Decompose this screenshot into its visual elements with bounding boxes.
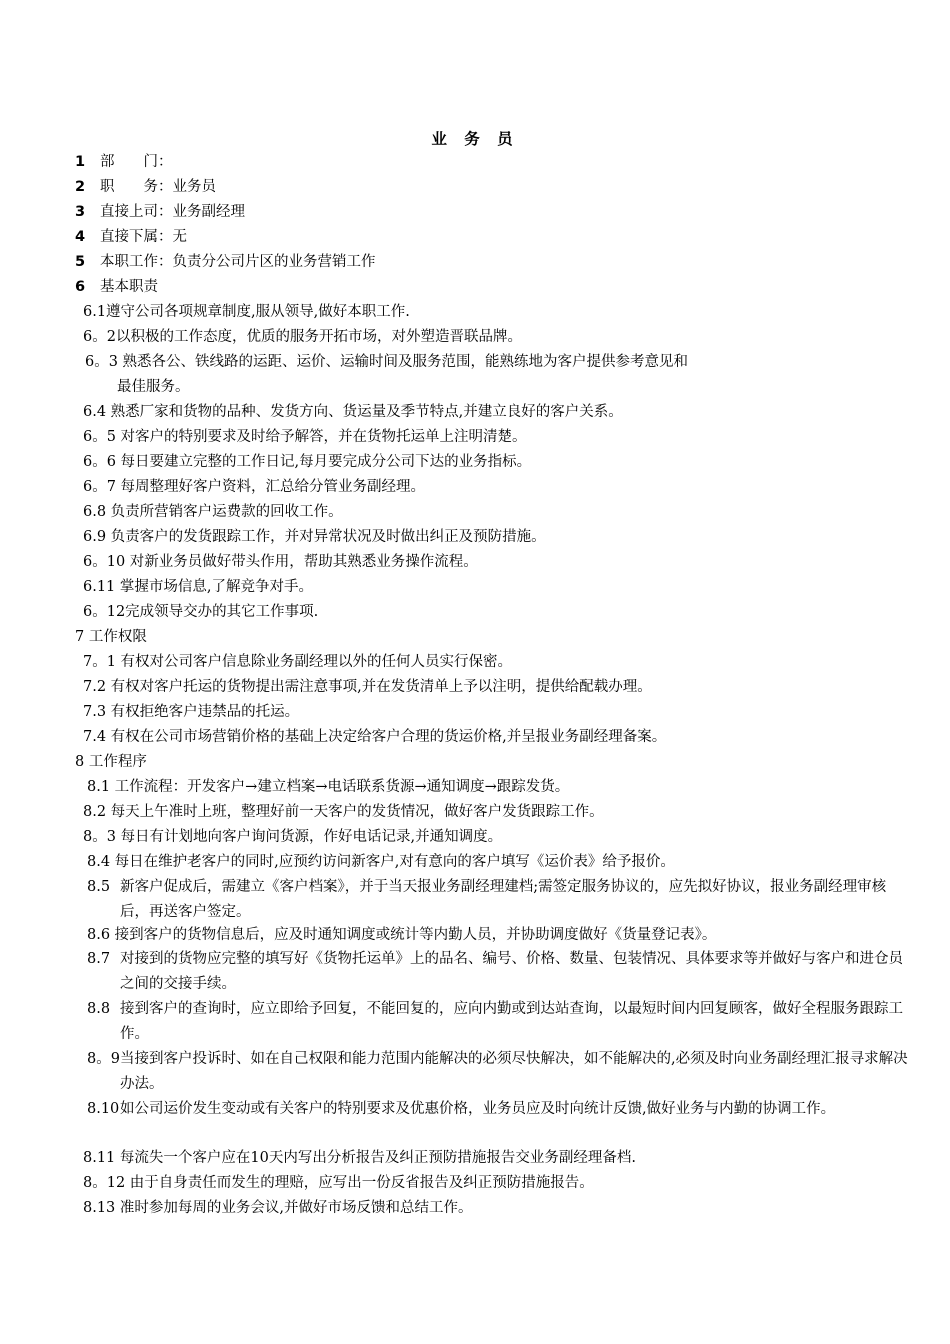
section-procedure-heading: 8 工作程序 (75, 754, 147, 770)
procedure-label: 8.6 (87, 927, 111, 943)
duty-item: 6。7 每周整理好客户资料，汇总给分管业务副经理。 (83, 479, 426, 495)
procedure-item (83, 802, 604, 822)
field-text: 直接下属：无 (100, 229, 187, 245)
item-number: 4 (75, 229, 86, 245)
field-text: 直接上司：业务副经理 (100, 204, 245, 220)
duty-item: 6。10 对新业务员做好带头作用，帮助其熟悉业务操作流程。 (83, 554, 478, 570)
procedure-item (87, 1047, 917, 1097)
procedure-label: 8.7 (87, 951, 111, 967)
procedure-text: 对接到的货物应完整的填写好《货物托运单》上的品名、编号、价格、数量、包装情况、具体要求等并做好与客户和进仓员之间的交接手续。 (120, 951, 903, 992)
procedure-text: 准时参加每周的业务会议,并做好市场反馈和总结工作。 (119, 1200, 473, 1216)
procedure-label: 8.10 (87, 1101, 120, 1117)
procedure-item (83, 1198, 473, 1218)
field-department (75, 152, 173, 172)
authority-item: 7.2 有权对客户托运的货物提出需注意事项,并在发货清单上予以注明，提供给配载办理。 (83, 679, 652, 695)
procedure-item (87, 997, 917, 1047)
procedure-item (87, 875, 917, 925)
section-basic-duties-heading (75, 277, 158, 297)
page-title: 业 务 员 (431, 130, 519, 148)
procedure-label: 8.2 (83, 804, 107, 820)
procedure-text: 当接到客户投诉时、如在自己权限和能力范围内能解决的必须尽快解决，如不能解决的,必须及时向业务副经理汇报寻求解决办法。 (120, 1051, 908, 1092)
procedure-text: 由于自身责任而发生的理赔，应写出一份反省报告及纠正预防措施报告。 (129, 1175, 594, 1191)
field-subordinate (75, 227, 187, 247)
procedure-text: 每天上午准时上班，整理好前一天客户的发货情况，做好客户发货跟踪工作。 (110, 804, 604, 820)
procedure-item (83, 1173, 594, 1193)
duty-item: 6。6 每日要建立完整的工作日记,每月要完成分公司下达的业务指标。 (83, 454, 532, 470)
duty-item: 6。5 对客户的特别要求及时给予解答，并在货物托运单上注明清楚。 (83, 429, 527, 445)
field-job-description (75, 252, 376, 272)
authority-item: 7.4 有权在公司市场营销价格的基础上决定给客户合理的货运价格,并呈报业务副经理备案。 (83, 729, 667, 745)
procedure-text: 每日在维护老客户的同时,应预约访问新客户,对有意向的客户填写《运价表》给予报价。 (114, 854, 675, 870)
procedure-label: 8.5 (87, 879, 111, 895)
procedure-item (87, 1097, 917, 1122)
item-number: 1 (75, 154, 86, 170)
duty-item: 6。2以积极的工作态度，优质的服务开拓市场，对外塑造晋联品牌。 (83, 329, 522, 345)
procedure-label: 8。9 (87, 1051, 120, 1067)
duty-item: 6。3 熟悉各公、铁线路的运距、运价、运输时间及服务范围，能熟练地为客户提供参考意见和 (85, 354, 689, 370)
item-number: 6 (75, 279, 86, 295)
procedure-text: 每日有计划地向客户询问货源，作好电话记录,并通知调度。 (120, 829, 503, 845)
procedure-label: 8.13 (83, 1200, 116, 1216)
procedure-item (83, 1148, 636, 1168)
procedure-label: 8.1 (87, 779, 111, 795)
procedure-item (83, 827, 502, 847)
procedure-item (87, 777, 569, 797)
duty-item: 6.9 负责客户的发货跟踪工作，并对异常状况及时做出纠正及预防措施。 (83, 529, 546, 545)
field-text: 职 务：业务员 (100, 179, 216, 195)
item-number: 2 (75, 179, 86, 195)
procedure-item (87, 947, 917, 997)
item-number: 5 (75, 254, 86, 270)
procedure-label: 8.8 (87, 1001, 111, 1017)
procedure-text: 接到客户的查询时，应立即给予回复，不能回复的，应向内勤或到达站查询，以最短时间内回复顾客，做好全程服务跟踪工作。 (120, 1001, 903, 1042)
field-position (75, 177, 216, 197)
duty-item: 6.4 熟悉厂家和货物的品种、发货方向、货运量及季节特点,并建立良好的客户关系。 (83, 404, 623, 420)
duty-item-continuation: 最佳服务。 (117, 379, 190, 395)
procedure-text: 每流失一个客户应在10天内写出分析报告及纠正预防措施报告交业务副经理备档. (119, 1150, 636, 1166)
procedure-label: 8。3 (83, 829, 116, 845)
procedure-item (87, 925, 716, 945)
duty-item: 6.1遵守公司各项规章制度,服从领导,做好本职工作. (83, 304, 410, 320)
field-text: 基本职责 (100, 279, 158, 295)
field-supervisor (75, 202, 245, 222)
procedure-item (87, 852, 675, 872)
duty-item: 6。12完成领导交办的其它工作事项. (83, 604, 319, 620)
procedure-label: 8。12 (83, 1175, 126, 1191)
procedure-text: 工作流程：开发客户→建立档案→电话联系货源→通知调度→跟踪发货。 (114, 779, 570, 795)
procedure-text: 新客户促成后，需建立《客户档案》，并于当天报业务副经理建档;需签定服务协议的，应先拟好协议，报业务副经理审核后，再送客户签定。 (120, 879, 887, 920)
procedure-label: 8.4 (87, 854, 111, 870)
procedure-label: 8.11 (83, 1150, 116, 1166)
procedure-text: 接到客户的货物信息后，应及时通知调度或统计等内勤人员，并协助调度做好《货量登记表》。 (114, 927, 717, 943)
duty-item: 6.11 掌握市场信息,了解竞争对手。 (83, 579, 314, 595)
duty-item: 6.8 负责所营销客户运费款的回收工作。 (83, 504, 343, 520)
authority-item: 7.3 有权拒绝客户违禁品的托运。 (83, 704, 300, 720)
authority-item: 7。1 有权对公司客户信息除业务副经理以外的任何人员实行保密。 (83, 654, 513, 670)
field-text: 本职工作：负责分公司片区的业务营销工作 (100, 254, 376, 270)
section-authority-heading: 7 工作权限 (75, 629, 147, 645)
field-text: 部 门： (100, 154, 173, 170)
item-number: 3 (75, 204, 86, 220)
procedure-text: 如公司运价发生变动或有关客户的特别要求及优惠价格，业务员应及时向统计反馈,做好业务与内勤的协调工作。 (120, 1101, 836, 1117)
